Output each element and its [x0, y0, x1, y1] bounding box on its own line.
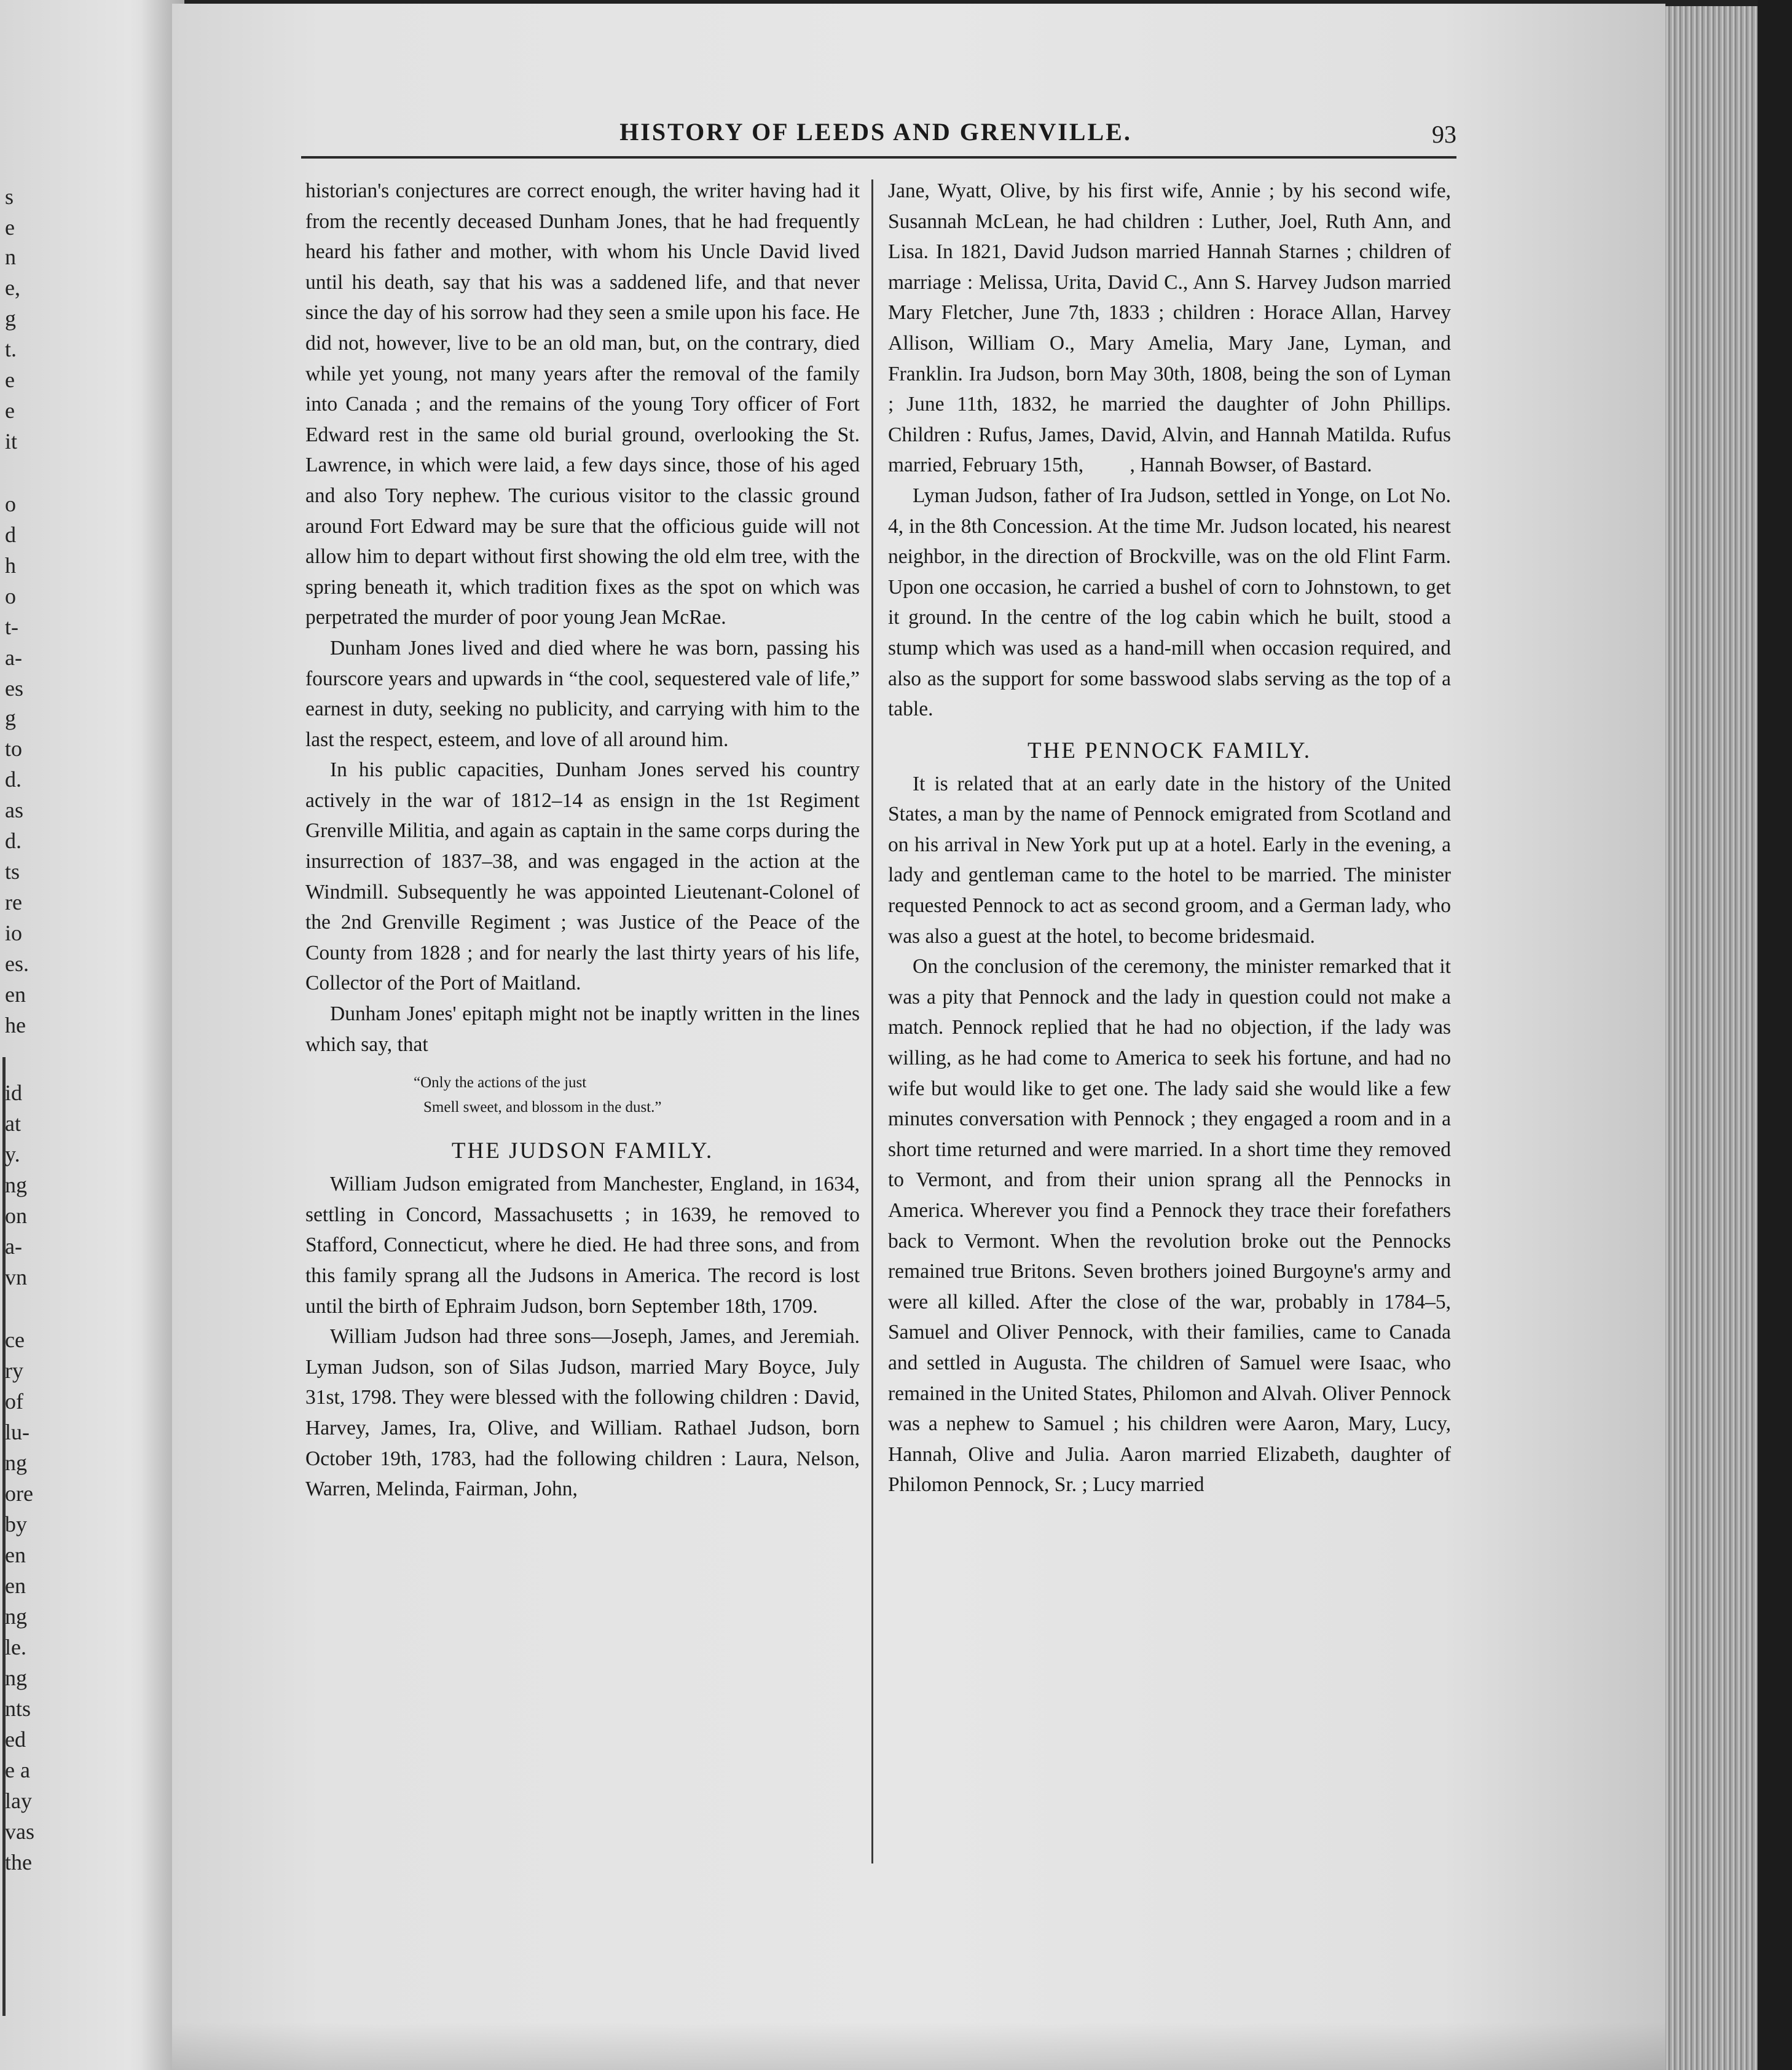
facing-page-fragment: io	[5, 921, 23, 945]
verse-line: “Only the actions of the just	[414, 1074, 587, 1092]
facing-page-fragment: vas	[5, 1819, 34, 1844]
facing-page-fragment: d.	[5, 767, 22, 792]
facing-page-fragment: by	[5, 1512, 27, 1537]
scan-border	[1758, 0, 1792, 2070]
running-header	[301, 117, 1456, 154]
facing-page-fragment: en	[5, 1543, 26, 1567]
facing-page-fragment: he	[5, 1013, 26, 1037]
facing-page-fragment: g	[5, 306, 16, 331]
facing-page-fragment: the	[5, 1850, 32, 1875]
header-rule	[301, 156, 1456, 159]
paragraph: In his public capacities, Dunham Jones served his country actively in the war of 1812–14 as ensign in the 1st Regiment Grenville Militia, and again as captain in the same corps during the insurrection of 1837–38, and was engaged in the action at the Windmill. Subsequently he was appointed Lieutenant-Colonel of the 2nd Grenville Regiment ; was Justice of the Peace of the County from 1828 ; and for nearly the last thirty years of his life, Collector of the Port of Maitland.	[305, 758, 860, 995]
header-title: HISTORY OF LEEDS AND GRENVILLE.	[619, 118, 1132, 146]
facing-page-fragment: ts	[5, 859, 20, 884]
section-heading-judson: THE JUDSON FAMILY.	[451, 1138, 714, 1164]
paragraph: historian's conjectures are correct enough, the writer having had it from the recently deceased Dunham Jones, that he had frequently heard his father and mother, with whom his Uncle David lived until his death, say that his was a saddened life, and that never since the day of his sorrow had they seen a smile upon his face. He did not, however, live to be an old man, but, on the contrary, died while yet young, not many years after the removal of the family into Canada ; and the remains of the young Tory officer of Fort Edward rest in the same old burial ground, overlooking the St. Lawrence, in which were laid, a few days since, those of his aged and also Tory nephew. The curious visitor to the classic ground around Fort Edward may be sure that the officious guide will not allow him to depart without first showing the old elm tree, with the spring beneath it, which tradition fixes as the spot on which was perpetrated the murder of poor young Jean McRae.	[305, 179, 860, 629]
facing-page-fragment: re	[5, 890, 22, 915]
facing-page-fragment: e	[5, 215, 15, 240]
paragraph: Dunham Jones lived and died where he was born, passing his fourscore years and upwards in “the cool, sequestered vale of life,” earnest in duty, seeking no publicity, and carrying with him to the last the respect, esteem, and love of all around him.	[305, 636, 860, 751]
paragraph: William Judson had three sons—Joseph, James, and Jeremiah. Lyman Judson, son of Silas Judson, married Mary Boyce, July 31st, 1798. They were blessed with the following children : David, Harvey, James, Ira, Olive, and William. Rathael Judson, born October 19th, 1783, had the following children : Laura, Nelson, Warren, Melinda, Fairman, John,	[305, 1325, 860, 1501]
facing-page-fragment: en	[5, 982, 26, 1007]
facing-page-fragment: ng	[5, 1666, 27, 1690]
facing-page-fragment: ng	[5, 1450, 27, 1475]
paragraph: William Judson emigrated from Manchester, England, in 1634, settling in Concord, Massachusetts ; in 1639, he removed to Stafford, Connecticut, where he died. He had three sons, and from this family sprang all the Judsons in America. The record is lost until the birth of Ephraim Judson, born September 18th, 1709.	[305, 1173, 860, 1318]
facing-page-fragment: on	[5, 1203, 27, 1228]
facing-page-fragment: d.	[5, 828, 22, 853]
facing-page-fragment: d	[5, 522, 16, 547]
section-heading-pennock: THE PENNOCK FAMILY.	[1027, 738, 1312, 763]
facing-page-fragment: a-	[5, 645, 22, 670]
facing-page-fragment: es.	[5, 951, 29, 976]
facing-page-fragment: e	[5, 398, 15, 423]
right-column	[888, 176, 1451, 1500]
epitaph-verse	[305, 1071, 860, 1120]
facing-page-fragment: e a	[5, 1758, 30, 1782]
facing-page-fragment: le.	[5, 1635, 26, 1659]
facing-page-fragment: a-	[5, 1234, 22, 1259]
facing-page-fragment: ng	[5, 1604, 27, 1629]
facing-page-fragment: en	[5, 1573, 26, 1598]
facing-page-fragment: nts	[5, 1696, 31, 1721]
facing-page-fragment: s	[5, 184, 14, 209]
column-divider	[871, 179, 873, 1863]
paragraph: Jane, Wyatt, Olive, by his first wife, Annie ; by his second wife, Susannah McLean, he had children : Luther, Joel, Ruth Ann, and Lisa. In 1821, David Judson married Hannah Starnes ; children of marriage : Melissa, Urita, David C., Ann S. Harvey Judson married Mary Fletcher, June 7th, 1833 ; children : Horace Allan, Harvey Allison, William O., Mary Amelia, Mary Jane, Lyman, and Franklin. Ira Judson, born May 30th, 1808, being the son of Lyman ; June 11th, 1832, he married the daughter of John Phillips. Children : Rufus, James, David, Alvin, and Hannah Matilda. Rufus married, February 15th, , Hannah Bowser, of Bastard.	[888, 179, 1451, 477]
facing-page-fragment: y.	[5, 1142, 20, 1167]
facing-page-fragment: ce	[5, 1328, 25, 1352]
facing-page-fragment: at	[5, 1111, 21, 1136]
facing-page-fragment: ed	[5, 1727, 26, 1752]
left-column	[305, 176, 860, 1505]
facing-page-fragment: t.	[5, 337, 17, 361]
facing-page-fragment: it	[5, 429, 18, 454]
facing-page-fragment: lay	[5, 1789, 32, 1813]
facing-page-fragment: o	[5, 492, 16, 516]
facing-page-fragment: h	[5, 553, 16, 578]
page-number: 93	[1432, 120, 1456, 148]
facing-page-fragment: es	[5, 676, 23, 701]
paragraph: Dunham Jones' epitaph might not be inaptly written in the lines which say, that	[305, 1002, 860, 1056]
page-bottom-shade	[172, 2022, 1665, 2070]
facing-page-fragment: ry	[5, 1358, 23, 1383]
facing-page-fragment: ng	[5, 1173, 27, 1197]
facing-page-fragment: ore	[5, 1481, 33, 1506]
paragraph: It is related that at an early date in the history of the United States, a man by the name of Pennock emigrated from Scotland and on his arrival in New York put up at a hotel. Early in the evening, a lady and gentleman came to the hotel to be married. The minister requested Pennock to act as second groom, and a German lady, who was also a guest at the hotel, to become bridesmaid.	[888, 772, 1451, 948]
facing-page-fragment: to	[5, 736, 23, 761]
facing-page-fragment: as	[5, 798, 23, 822]
facing-page-fragment: id	[5, 1080, 23, 1105]
facing-page-fragment: g	[5, 706, 16, 730]
facing-page-fragment: e	[5, 368, 15, 392]
facing-page-fragment: o	[5, 584, 16, 608]
facing-page-fragment: t-	[5, 615, 18, 639]
facing-page-fragment: e,	[5, 275, 20, 300]
facing-page-fragment: lu-	[5, 1420, 29, 1444]
facing-page-fragment: n	[5, 245, 16, 269]
facing-page-fragment: of	[5, 1389, 23, 1414]
paragraph: Lyman Judson, father of Ira Judson, settled in Yonge, on Lot No. 4, in the 8th Concession. At the time Mr. Judson located, his nearest neighbor, in the direction of Brockville, was on the old Flint Farm. Upon one occasion, he carried a bushel of corn to Johnstown, to get it ground. In the centre of the log cabin which he built, stood a stump which was used as a hand-mill when occasion required, and also as the support for some basswood slabs serving as the top of a table.	[888, 484, 1451, 721]
facing-page-fragment: vn	[5, 1265, 27, 1289]
verse-line: Smell sweet, and blossom in the dust.”	[423, 1099, 662, 1116]
paragraph: On the conclusion of the ceremony, the minister remarked that it was a pity that Pennock and the lady in question could not make a match. Pennock replied that he had no objection, if the lady was willing, as he had come to America to seek his fortune, and had no wife but would like to get one. The lady said she would like a few minutes conversation with Pennock ; they engaged a room and in a short time returned and were married. In a short time they removed to Vermont, and from their union sprang all the Pennocks in America. Wherever you find a Pennock they trace their forefathers back to Vermont. When the revolution broke out the Pennocks remained true Britons. Seven brothers joined Burgoyne's army and were all killed. After the close of the war, probably in 1784–5, Samuel and Oliver Pennock, with their families, came to Canada and settled in Augusta. The children of Samuel were Isaac, who remained in the United States, Philomon and Alvah. Oliver Pennock was a nephew to Samuel ; his children were Aaron, Mary, Lucy, Hannah, Olive and Julia. Aaron married Elizabeth, daughter of Philomon Pennock, Sr. ; Lucy married	[888, 955, 1451, 1497]
